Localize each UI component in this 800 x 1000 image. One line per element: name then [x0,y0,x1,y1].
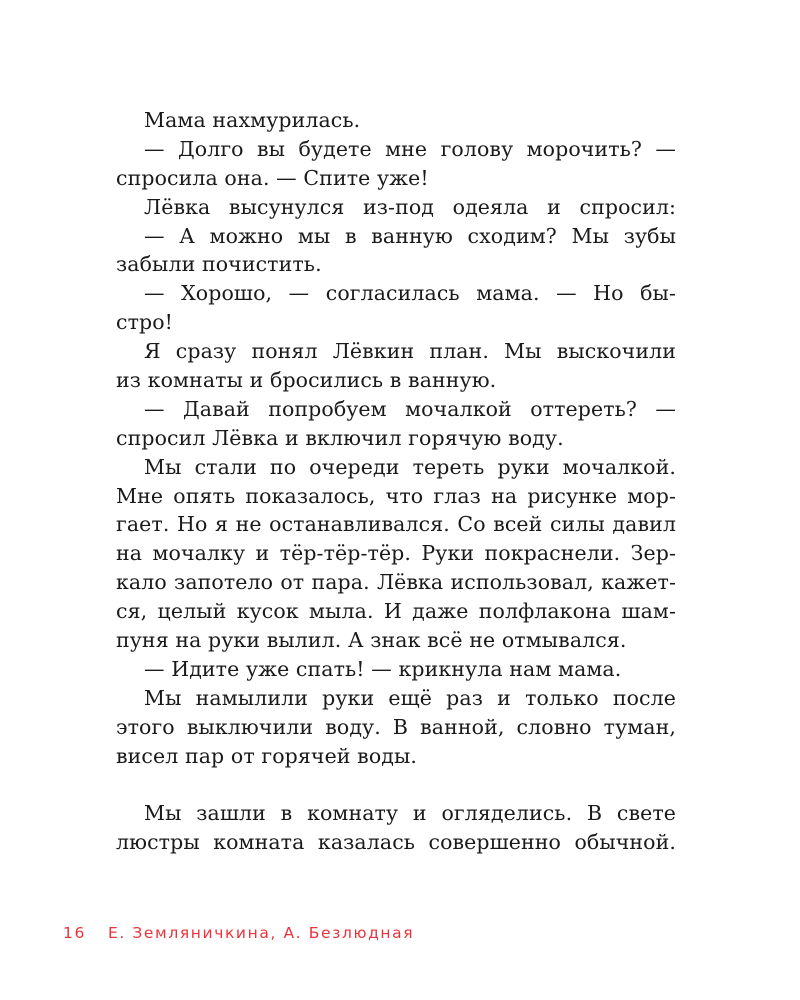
page-number: 16 [63,924,86,942]
text-line: пуня на руки вылил. А знак всё не отмывался. [116,628,627,653]
text-line: — Давай попробуем мочалкой оттереть? — [144,396,676,421]
text-line: на мочалку и тёр-тёр-тёр. Руки покраснели. Зер- [116,541,676,566]
text-line: — Хорошо, — согласилась мама. — Но бы- [144,281,676,306]
text-line: этого выключили воду. В ванной, словно туман, [116,714,676,739]
text-line: ся, целый кусок мыла. И даже полфлакона шам- [116,599,676,624]
text-line: Мы зашли в комнату и огляделись. В свете [144,801,676,826]
body-text [116,106,676,857]
text-line: — Идите уже спать! — крикнула нам мама. [144,656,622,681]
text-line: Лёвка высунулся из-под одеяла и спросил: [144,194,676,219]
text-line: стро! [116,310,174,335]
text-line: Я сразу понял Лёвкин план. Мы выскочили [144,339,676,364]
text-line: Мама нахмурилась. [144,108,361,132]
text-line: кало запотело от пара. Лёвка использовал, кажет- [116,570,676,595]
text-line: Мне опять показалось, что глаз на рисунке мор- [116,483,676,508]
text-line: — А можно мы в ванную сходим? Мы зубы [144,223,676,248]
book-authors: Е. Земляничкина, А. Безлюдная [107,924,415,942]
text-line: гает. Но я не останавливался. Со всей силы давил [116,512,676,537]
text-line: висел пар от горячей воды. [116,743,418,768]
text-line: — Долго вы будете мне голову морочить? — [144,136,676,161]
text-line: Мы стали по очереди тереть руки мочалкой. [144,454,676,479]
section-break [116,770,676,799]
text-line: из комнаты и бросились в ванную. [116,368,497,393]
text-line: спросил Лёвка и включил горячую воду. [116,425,564,450]
page-footer [63,924,414,942]
text-line: забыли почистить. [116,252,322,277]
text-line: Мы намылили руки ещё раз и только после [144,685,676,710]
text-line: люстры комната казалась совершенно обычной. [116,830,676,855]
text-line: спросила она. — Спите уже! [116,165,429,190]
